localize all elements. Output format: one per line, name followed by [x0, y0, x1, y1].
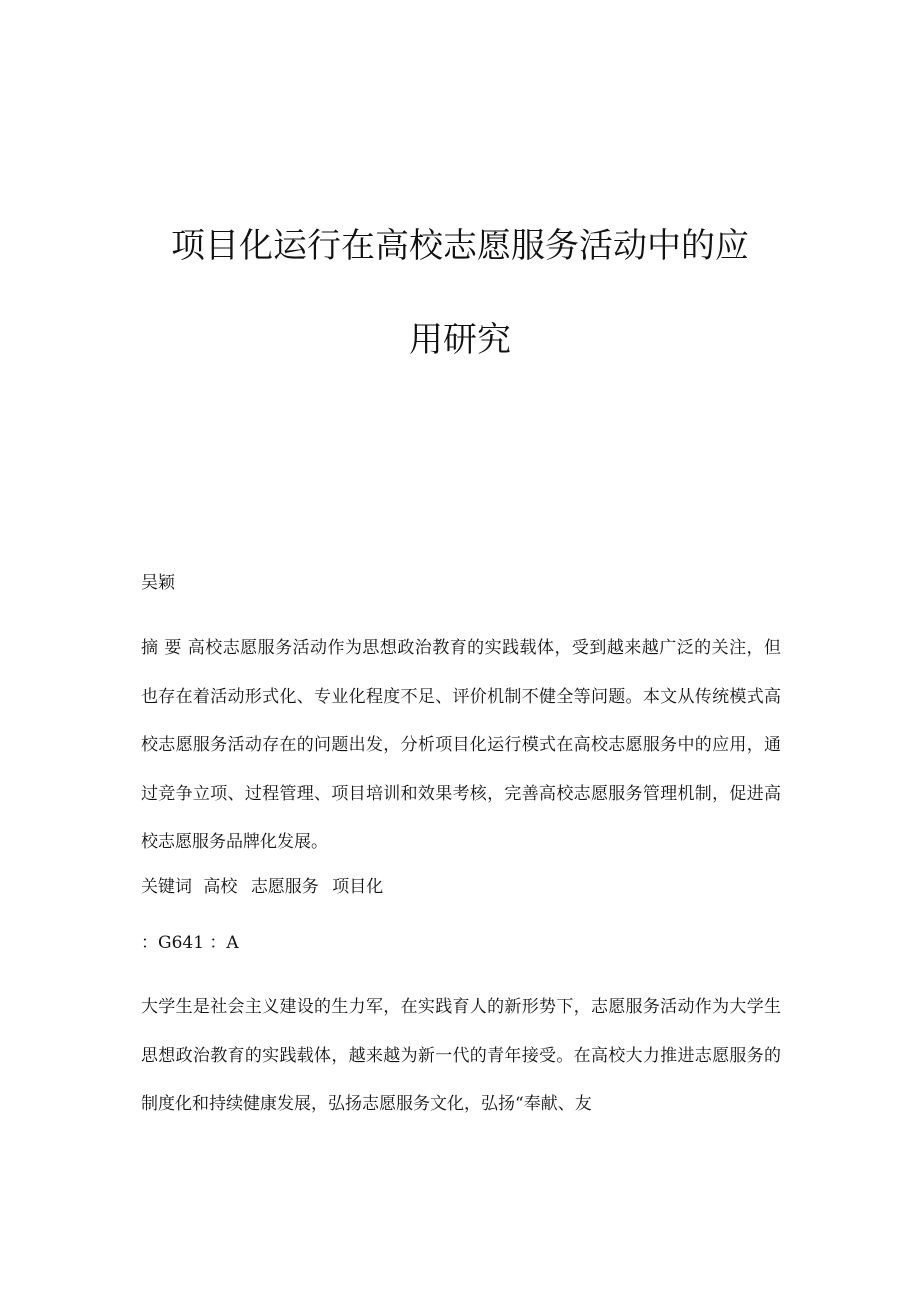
title-line-2: 用研究 [409, 320, 511, 360]
keywords-section [141, 872, 781, 897]
keyword-item: 志愿服务 [250, 877, 319, 897]
intro-paragraph: 大学生是社会主义建设的生力军，在实践育人的新形势下，志愿服务活动作为大学生思想政治教育的实践载体，越来越为新一代的青年接受。在高校大力推进志愿服务的制度化和持续健康发展，弘扬志愿服务文化，弘扬“奉献、友 [141, 997, 781, 1114]
keyword-item: 项目化 [332, 877, 384, 897]
abstract-text: 高校志愿服务活动作为思想政治教育的实践载体，受到越来越广泛的关注，但也存在着活动形式化、专业化程度不足、评价机制不健全等问题。本文从传统模式高校志愿服务活动存在的问题出发，分析项目化运行模式在高校志愿服务中的应用，通过竞争立项、过程管理、项目培训和效果考核，完善高校志愿服务管理机制，促进高校志愿服务品牌化发展。 [141, 638, 782, 852]
keywords-label: 关键词 [141, 877, 192, 897]
intro-section [141, 983, 781, 1129]
title-line-1: 项目化运行在高校志愿服务活动中的应 [171, 226, 749, 266]
keyword-item: 高校 [203, 877, 238, 897]
author-name: 吴颖 [141, 573, 175, 593]
abstract-section [141, 624, 781, 867]
abstract-label: 摘 要 [141, 638, 182, 658]
abstract-paragraph [141, 624, 781, 867]
classification-code: ：G641 ：A [141, 933, 239, 953]
